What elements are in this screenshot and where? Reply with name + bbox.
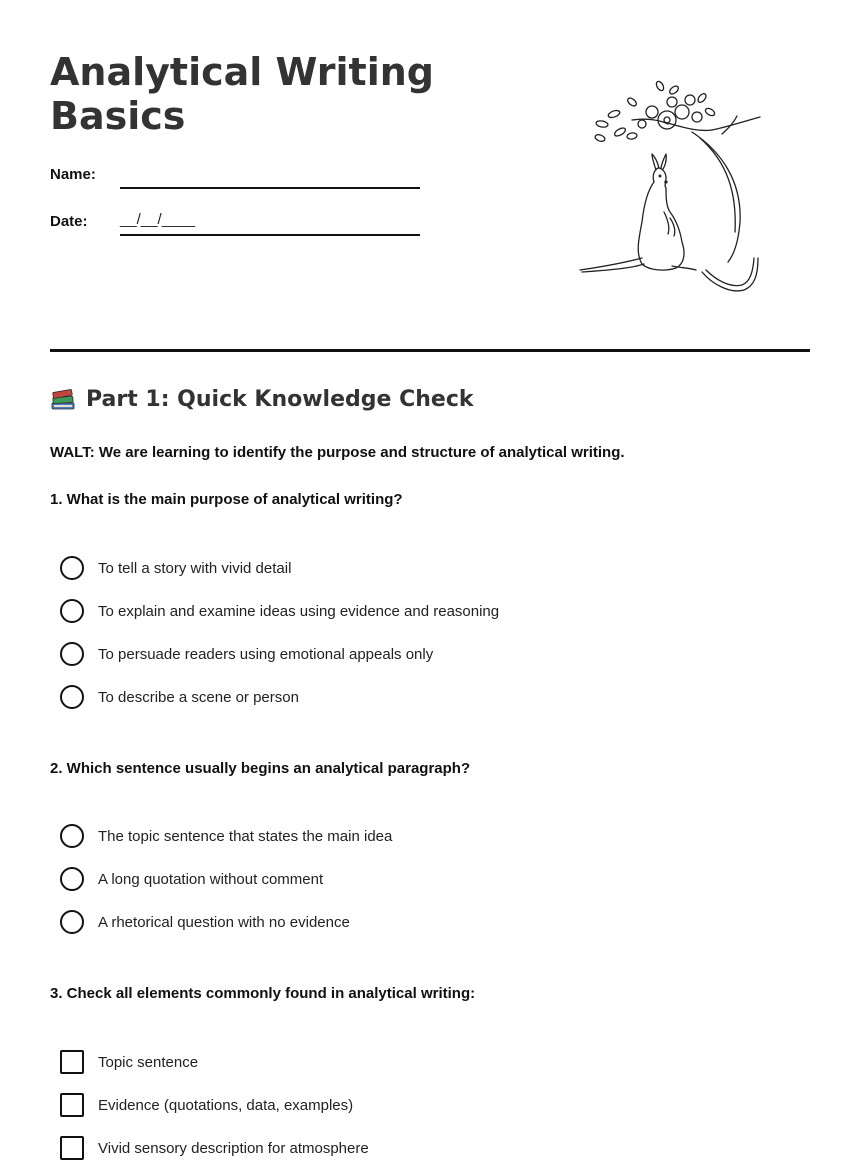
option-label: To explain and examine ideas using evidence and reasoning (98, 602, 500, 620)
question-1-option-4[interactable] (60, 684, 299, 710)
question-2-option-1[interactable] (60, 823, 392, 849)
option-label: The topic sentence that states the main idea (98, 827, 393, 845)
kangaroo-under-tree-icon (572, 72, 772, 304)
question-1-option-1[interactable] (60, 555, 291, 581)
question-2-prompt: 2. Which sentence usually begins an analytical paragraph? (50, 760, 471, 777)
date-field[interactable] (120, 234, 420, 236)
question-3-option-1[interactable] (60, 1049, 198, 1075)
name-field[interactable] (120, 187, 420, 189)
option-label: To persuade readers using emotional appeals only (98, 645, 434, 663)
checkbox[interactable] (60, 1050, 84, 1074)
section-divider (50, 349, 810, 352)
question-3-option-3[interactable] (60, 1135, 369, 1161)
date-label: Date: (50, 213, 88, 230)
date-field-value: __/__/____ (120, 211, 196, 228)
question-3-prompt: 3. Check all elements commonly found in analytical writing: (50, 985, 476, 1002)
section-title-text: Part 1: Quick Knowledge Check (86, 386, 474, 412)
radio-button[interactable] (60, 599, 84, 623)
option-label: To describe a scene or person (98, 688, 299, 706)
name-label: Name: (50, 166, 96, 183)
question-1-option-3[interactable] (60, 641, 433, 667)
radio-button[interactable] (60, 910, 84, 934)
option-label: A rhetorical question with no evidence (98, 913, 350, 931)
title-line-1: Analytical Writing (50, 50, 434, 94)
radio-button[interactable] (60, 556, 84, 580)
option-label: Topic sentence (98, 1053, 199, 1071)
question-1-prompt: 1. What is the main purpose of analytical writing? (50, 491, 403, 508)
radio-button[interactable] (60, 867, 84, 891)
option-label: Vivid sensory description for atmosphere (98, 1139, 369, 1157)
question-1-option-2[interactable] (60, 598, 499, 624)
section-title-part-1 (50, 386, 474, 412)
radio-button[interactable] (60, 685, 84, 709)
books-icon (50, 386, 76, 412)
radio-button[interactable] (60, 642, 84, 666)
checkbox[interactable] (60, 1136, 84, 1160)
radio-button[interactable] (60, 824, 84, 848)
question-2-option-3[interactable] (60, 909, 350, 935)
page-title (50, 50, 470, 138)
option-label: To tell a story with vivid detail (98, 559, 292, 577)
title-line-2: Basics (50, 94, 186, 138)
option-label: Evidence (quotations, data, examples) (98, 1096, 354, 1114)
checkbox[interactable] (60, 1093, 84, 1117)
question-3-option-2[interactable] (60, 1092, 353, 1118)
option-label: A long quotation without comment (98, 870, 324, 888)
walt-statement: WALT: We are learning to identify the purpose and structure of analytical writing. (50, 444, 625, 461)
question-2-option-2[interactable] (60, 866, 323, 892)
